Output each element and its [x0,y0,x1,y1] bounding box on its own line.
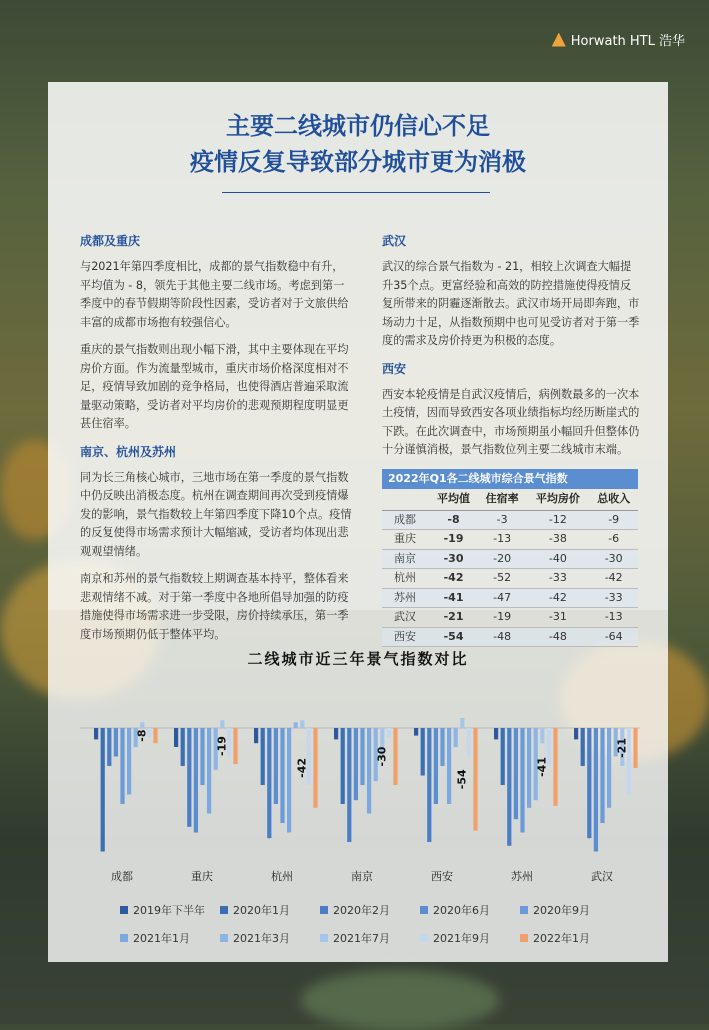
table-cell: -52 [478,569,527,589]
heading-chengdu-chongqing: 成都及重庆 [80,234,141,248]
legend-label: 2020年1月 [233,904,290,917]
legend-item [220,930,320,946]
table-cell: -19 [478,608,527,628]
paragraph-hangzhou: 同为长三角核心城市，三地市场在第一季度的景气指数中仍反映出消极态度。杭州在调查期间再次受到疫情爆发的影响，景气指数较上年第四季度下降10个点。疫情的反复使得市场需求预计大幅缩减，受访者均体现出悲观观望情绪。 [80,470,352,558]
legend-item [320,902,420,918]
category-label: 成都 [111,870,133,883]
bar-6-5 [607,728,611,808]
bar-6-2 [587,728,591,838]
bar-3-9 [393,728,397,785]
table-cell: -6 [589,530,638,550]
bar-6-3 [594,728,598,852]
bar-3-3 [354,728,358,800]
title-line-2: 疫情反复导致部分城市更为消极 [190,148,526,176]
value-label: -8 [135,729,149,742]
bar-5-2 [507,728,511,846]
value-label: -30 [375,746,389,767]
bar-2-1 [261,728,265,785]
bar-4-1 [421,728,425,776]
value-label: -42 [295,757,309,778]
legend-swatch [320,906,328,914]
legend-label: 2021年9月 [433,932,490,945]
bar-chart [80,718,640,888]
table-cell: -38 [526,530,589,550]
chart-title: 二线城市近三年景气指数对比 [247,650,469,668]
bar-2-0 [254,728,258,743]
legend-item [520,930,620,946]
bar-6-4 [600,728,604,823]
bar-3-4 [360,728,364,785]
table-row [382,608,638,628]
brand-name: Horwath HTL 浩华 [570,34,685,49]
table-cell: -9 [589,510,638,530]
title-line-1: 主要二线城市仍信心不足 [226,112,490,140]
table-cell: -20 [478,549,527,569]
logo-mark-icon [552,33,566,47]
legend-label: 2020年9月 [533,904,590,917]
bar-3-2 [347,728,351,842]
paragraph-chongqing: 重庆的景气指数则出现小幅下滑，其中主要体现在平均房价方面。作为流量型城市，重庆市场价格深度相对不足，疫情导致加剧的竞争格局，也使得酒店普遍采取流量驱动策略，受访者对平均房价的悲观预期程度明显更甚住宿率。 [80,343,349,430]
legend-label: 2022年1月 [533,932,590,945]
bar-0-7 [140,722,144,728]
table-header-row [382,489,638,510]
value-label: -19 [215,736,229,756]
bar-1-1 [181,728,185,766]
legend-swatch [220,934,228,942]
table-cell: -31 [526,608,589,628]
bar-0-4 [120,728,124,804]
bar-5-4 [520,728,524,833]
table-cell: 重庆 [382,530,429,550]
table-cell: 南京 [382,549,429,569]
category-label: 武汉 [591,870,613,883]
legend-item [420,902,520,918]
legend-swatch [420,934,428,942]
legend-item [120,902,220,918]
bar-3-1 [341,728,345,804]
legend-swatch [120,934,128,942]
left-column [80,232,352,653]
table-cell: -3 [478,510,527,530]
bar-1-0 [174,728,178,747]
bar-4-7 [460,718,464,728]
bar-0-0 [94,728,98,739]
legend-item [520,902,620,918]
category-label: 杭州 [271,870,293,883]
bar-0-3 [114,728,118,757]
bar-1-3 [194,728,198,833]
bar-5-5 [527,728,531,808]
legend-swatch [520,906,528,914]
paragraph-wuhan: 武汉的综合景气指数为 - 21，相较上次调查大幅提升35个点。更富经验和高效的防控措施使得疫情反复所带来的阴霾逐渐散去。武汉市场开局即奔跑，市场动力十足，从指数预期中也可见受访者对于第一季度的需求及房价持更为积极的态度。 [382,260,640,347]
table-cell: -12 [526,510,589,530]
table-cell: -30 [429,549,478,569]
table-cell: -8 [429,510,478,530]
legend-label: 2021年3月 [233,932,290,945]
title-divider [222,192,490,193]
bar-4-3 [434,728,438,804]
bar-0-9 [153,728,157,743]
table-row [382,549,638,569]
header-cell: 平均房价 [526,489,589,510]
table-cell: -41 [429,588,478,608]
paragraph-chengdu: 与2021年第四季度相比，成都的景气指数稳中有升，平均值为 - 8，领先于其他主要二线市场。考虑到第一季度中的春节假期等阶段性因素，受访者对于文旅供给丰富的成都市场抱有较强信心。 [80,260,349,329]
table-cell: -33 [526,569,589,589]
page-title [48,108,668,180]
bar-5-0 [494,728,498,739]
legend-item [220,902,320,918]
paragraph-nanjing-suzhou: 南京和苏州的景气指数较上期调查基本持平，整体看来悲观情绪不减。对于第一季度中各地所倡导加强的防疫措施使得市场需求进一步受限，房价持续承压，第一季度市场预期仍低于整体平均。 [80,572,349,641]
bar-2-7 [300,720,304,728]
table-cell: -48 [526,627,589,647]
bar-4-6 [454,728,458,747]
bar-2-3 [274,728,278,804]
table-row [382,588,638,608]
legend-item [120,930,220,946]
table-cell: -42 [589,569,638,589]
table-cell: -13 [478,530,527,550]
bar-4-8 [467,728,471,757]
bar-4-0 [414,728,418,736]
category-label: 西安 [431,870,453,883]
table-cell: -33 [589,588,638,608]
table-cell: -54 [429,627,478,647]
table-caption: 2022年Q1各二线城市综合景气指数 [382,469,638,490]
heading-nanjing-hangzhou-suzhou: 南京、杭州及苏州 [80,444,177,459]
table-cell: -21 [429,608,478,628]
table-row [382,569,638,589]
legend-label: 2020年6月 [433,904,490,917]
legend-item [320,930,420,946]
table-cell: -64 [589,627,638,647]
bar-3-8 [387,728,391,738]
bar-1-5 [207,728,211,814]
table-cell: -19 [429,530,478,550]
bar-3-0 [334,728,338,739]
bar-5-9 [553,728,557,806]
legend-swatch [120,906,128,914]
heading-xian: 西安 [382,361,407,376]
legend-swatch [320,934,328,942]
table-cell: -48 [478,627,527,647]
value-label: -41 [535,757,549,777]
table-row [382,530,638,550]
value-label: -21 [615,738,629,758]
bar-0-5 [127,728,131,795]
bar-4-4 [440,728,444,766]
table-row [382,510,638,530]
table-cell: -40 [526,549,589,569]
heading-wuhan: 武汉 [382,234,407,248]
legend-swatch [420,906,428,914]
table-cell: -47 [478,588,527,608]
bar-6-1 [581,728,585,766]
table-cell: 成都 [382,510,429,530]
header-cell: 总收入 [589,489,638,510]
table-cell: 杭州 [382,569,429,589]
header-cell: 平均值 [429,489,478,510]
legend-label: 2021年1月 [133,932,190,945]
bar-4-5 [447,728,451,804]
bar-0-2 [107,728,111,766]
legend-swatch [220,906,228,914]
table-cell: -30 [589,549,638,569]
paragraph-xian: 西安本轮疫情是自武汉疫情后，病例数最多的一次本土疫情，因而导致西安各项业绩指标均经历断崖式的下跌。在此次调查中，市场预期虽小幅回升但整体仍十分谨慎消极，景气指数位列主要二线城市末端。 [382,387,640,456]
category-label: 南京 [351,870,373,883]
header-cell [382,489,429,510]
category-label: 重庆 [191,870,213,883]
table-row [382,627,638,647]
bar-5-3 [514,728,518,819]
legend-label: 2020年2月 [333,904,390,917]
bar-4-2 [427,728,431,842]
bar-0-1 [101,728,105,852]
bar-2-6 [294,722,298,728]
bar-5-7 [540,728,544,743]
bar-1-9 [233,728,237,764]
legend-label: 2021年7月 [333,932,390,945]
bar-1-7 [220,720,224,728]
value-label: -54 [455,769,469,790]
bar-2-5 [287,728,291,833]
table-cell: -42 [526,588,589,608]
legend-swatch [520,934,528,942]
table-cell: 苏州 [382,588,429,608]
legend-item [420,930,520,946]
chart-legend [120,902,620,946]
bar-1-2 [187,728,191,827]
table-cell: 西安 [382,627,429,647]
table-cell: -42 [429,569,478,589]
legend-label: 2019年下半年 [133,904,205,917]
bar-3-5 [367,728,371,814]
table-cell: 武汉 [382,608,429,628]
header-cell: 住宿率 [478,489,527,510]
bar-5-1 [501,728,505,785]
bar-6-9 [633,728,637,768]
index-table [382,469,638,648]
category-label: 苏州 [511,870,533,883]
bar-2-4 [280,728,284,823]
table-cell: -13 [589,608,638,628]
bar-1-4 [200,728,204,785]
right-column [382,232,640,647]
brand-logo [552,30,685,49]
bar-4-9 [473,728,477,831]
bar-6-8 [627,728,631,795]
bar-2-2 [267,728,271,838]
bar-2-9 [313,728,317,808]
bar-6-0 [574,728,578,739]
